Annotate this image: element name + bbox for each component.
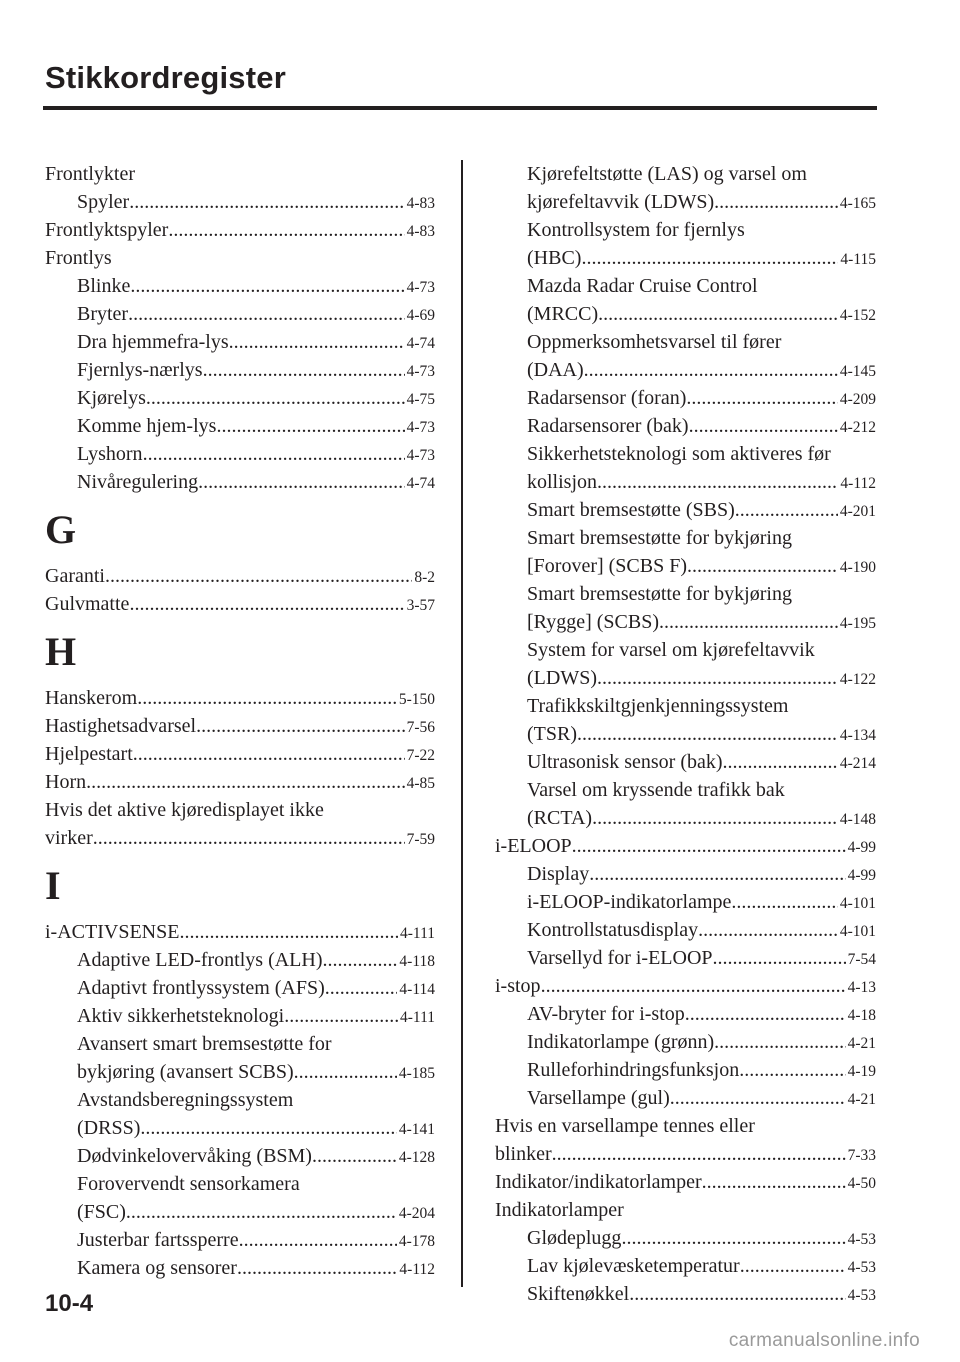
entry-term: Smart bremsestøtte (SBS)	[527, 499, 735, 521]
dot-leader	[128, 300, 404, 328]
index-entry	[45, 1142, 435, 1170]
dot-leader	[598, 300, 838, 328]
entry-term: Blinke	[77, 275, 131, 297]
entry-term: Indikatorlampe (grønn)	[527, 1031, 715, 1053]
entry-page-ref: 4-18	[847, 1007, 876, 1024]
entry-page-ref: 4-178	[398, 1233, 435, 1250]
entry-page-ref: 4-74	[406, 475, 435, 492]
index-entry	[495, 1224, 876, 1252]
entry-page-ref: 4-53	[847, 1259, 876, 1276]
index-heading: Avansert smart bremsestøtte for	[77, 1033, 332, 1055]
entry-page-ref: 4-118	[399, 953, 435, 970]
entry-page-ref: 4-141	[398, 1121, 435, 1138]
dot-leader	[735, 496, 838, 524]
dot-leader	[179, 918, 398, 946]
entry-page-ref: 4-148	[839, 811, 876, 828]
entry-page-ref: 4-53	[847, 1231, 876, 1248]
index-entry	[495, 860, 876, 888]
entry-term: Varsellyd for i-ELOOP	[527, 947, 713, 969]
index-entry	[45, 412, 435, 440]
entry-page-ref: 4-122	[839, 671, 876, 688]
index-entry	[495, 1252, 876, 1280]
entry-page-ref: 4-165	[839, 195, 876, 212]
dot-leader	[584, 356, 838, 384]
dot-leader	[592, 804, 838, 832]
entry-term: Spyler	[77, 191, 130, 213]
index-heading: Forovervendt sensorkamera	[77, 1173, 300, 1195]
entry-term: Radarsensorer (bak)	[527, 415, 689, 437]
index-column-left	[45, 160, 435, 1282]
entry-page-ref: 4-69	[406, 307, 435, 324]
entry-term: (LDWS)	[527, 667, 597, 689]
index-heading: Hvis en varsellampe tennes eller	[495, 1115, 755, 1137]
index-entry	[495, 608, 876, 636]
entry-page-ref: 4-134	[839, 727, 876, 744]
index-heading: Smart bremsestøtte for bykjøring	[527, 527, 792, 549]
index-entry	[45, 468, 435, 496]
dot-leader	[577, 720, 838, 748]
index-entry	[45, 384, 435, 412]
dot-leader	[621, 1224, 845, 1252]
index-entry	[495, 944, 876, 972]
entry-term: Ultrasonisk sensor (bak)	[527, 751, 723, 773]
entry-term: Dødvinkelovervåking (BSM)	[77, 1145, 312, 1167]
entry-term: (RCTA)	[527, 807, 593, 829]
index-entry	[45, 300, 435, 328]
dot-leader	[685, 1000, 846, 1028]
section-letter: I	[45, 863, 61, 908]
page-title: Stikkordregister	[45, 60, 286, 95]
index-heading: Kjørefeltstøtte (LAS) og varsel om	[527, 163, 807, 185]
entry-term: Nivåregulering	[77, 471, 199, 493]
index-entry	[45, 918, 435, 946]
entry-page-ref: 4-21	[847, 1091, 876, 1108]
entry-term: [Rygge] (SCBS)	[527, 611, 659, 633]
entry-term: i-stop	[495, 975, 541, 997]
entry-term: Bryter	[77, 303, 129, 325]
entry-term: Dra hjemmefra-lys	[77, 331, 229, 353]
index-entry	[495, 720, 876, 748]
entry-page-ref: 4-111	[399, 1009, 435, 1026]
entry-page-ref: 4-74	[406, 335, 435, 352]
entry-term: Kontrollstatusdisplay	[527, 919, 699, 941]
entry-page-ref: 4-195	[839, 615, 876, 632]
dot-leader	[129, 188, 404, 216]
dot-leader	[740, 1252, 846, 1280]
index-entry	[495, 1056, 876, 1084]
entry-page-ref: 4-212	[839, 419, 876, 436]
entry-term: Varsellampe (gul)	[527, 1087, 670, 1109]
index-entry	[45, 1114, 435, 1142]
entry-page-ref: 4-128	[398, 1149, 435, 1166]
index-entry	[45, 188, 435, 216]
dot-leader	[229, 328, 405, 356]
index-entry	[45, 356, 435, 384]
dot-leader	[731, 888, 837, 916]
dot-leader	[133, 740, 405, 768]
index-heading: Indikatorlamper	[495, 1199, 624, 1221]
index-entry	[495, 1084, 876, 1112]
index-entry	[495, 1000, 876, 1028]
index-entry	[45, 216, 435, 244]
entry-term: blinker	[495, 1143, 552, 1165]
index-entry	[45, 440, 435, 468]
index-entry	[495, 188, 876, 216]
dot-leader	[93, 824, 405, 852]
entry-page-ref: 7-54	[847, 951, 876, 968]
dot-leader	[723, 748, 838, 776]
entry-term: Kamera og sensorer	[77, 1257, 237, 1279]
index-entry	[495, 1280, 876, 1308]
entry-page-ref: 4-209	[839, 391, 876, 408]
entry-page-ref: 4-73	[406, 363, 435, 380]
index-entry	[45, 590, 435, 618]
entry-page-ref: 4-204	[398, 1205, 435, 1222]
entry-page-ref: 4-185	[398, 1065, 435, 1082]
entry-term: Kjørelys	[77, 387, 146, 409]
entry-term: (FSC)	[77, 1201, 126, 1223]
dot-leader	[552, 1140, 846, 1168]
dot-leader	[294, 1058, 397, 1086]
entry-page-ref: 4-190	[839, 559, 876, 576]
entry-term: Horn	[45, 771, 87, 793]
index-entry	[45, 824, 435, 852]
entry-term: Skiftenøkkel	[527, 1283, 630, 1305]
entry-page-ref: 3-57	[406, 597, 435, 614]
index-entry	[45, 1058, 435, 1086]
index-heading: Kontrollsystem for fjernlys	[527, 219, 745, 241]
entry-term: (DRSS)	[77, 1117, 141, 1139]
entry-page-ref: 7-59	[406, 831, 435, 848]
index-entry	[45, 712, 435, 740]
entry-term: Lyshorn	[77, 443, 143, 465]
entry-page-ref: 4-111	[399, 925, 435, 942]
entry-term: i-ELOOP	[495, 835, 572, 857]
entry-page-ref: 4-201	[839, 503, 876, 520]
entry-page-ref: 7-56	[406, 719, 435, 736]
index-entry	[495, 244, 876, 272]
index-heading: Sikkerhetsteknologi som aktiveres før	[527, 443, 831, 465]
dot-leader	[146, 384, 405, 412]
header-rule	[43, 106, 877, 110]
index-heading: Frontlykter	[45, 163, 135, 185]
index-heading: Trafikkskiltgjenkjenningssystem	[527, 695, 789, 717]
index-entry	[45, 946, 435, 974]
entry-page-ref: 4-21	[847, 1035, 876, 1052]
entry-page-ref: 4-50	[847, 1175, 876, 1192]
entry-term: Adaptive LED-frontlys (ALH)	[77, 949, 323, 971]
entry-term: (DAA)	[527, 359, 584, 381]
index-entry	[495, 804, 876, 832]
entry-term: Indikator/indikatorlamper	[495, 1171, 702, 1193]
dot-leader	[284, 1002, 398, 1030]
dot-leader	[140, 1114, 396, 1142]
dot-leader	[687, 552, 838, 580]
index-entry	[495, 832, 876, 860]
entry-page-ref: 4-75	[406, 391, 435, 408]
index-entry	[495, 552, 876, 580]
index-entry	[45, 740, 435, 768]
entry-term: Fjernlys-nærlys	[77, 359, 203, 381]
index-heading: Avstandsberegningssystem	[77, 1089, 294, 1111]
entry-term: Glødeplugg	[527, 1227, 622, 1249]
entry-page-ref: 4-101	[839, 895, 876, 912]
index-entry	[45, 1198, 435, 1226]
watermark: carmanualsonline.info	[728, 1330, 920, 1351]
index-heading: Frontlys	[45, 247, 112, 269]
entry-page-ref: 4-19	[847, 1063, 876, 1080]
dot-leader	[130, 272, 404, 300]
entry-term: Hjelpestart	[45, 743, 133, 765]
dot-leader	[541, 972, 846, 1000]
dot-leader	[686, 384, 837, 412]
entry-page-ref: 7-33	[847, 1147, 876, 1164]
entry-term: Frontlyktspyler	[45, 219, 169, 241]
index-entry	[45, 1254, 435, 1282]
index-entry	[495, 496, 876, 524]
dot-leader	[698, 916, 838, 944]
entry-term: Aktiv sikkerhetsteknologi	[77, 1005, 285, 1027]
index-entry	[495, 384, 876, 412]
entry-page-ref: 4-73	[406, 279, 435, 296]
dot-leader	[216, 412, 404, 440]
index-entry	[45, 1002, 435, 1030]
index-entry	[45, 768, 435, 796]
entry-term: kjørefeltavvik (LDWS)	[527, 191, 715, 213]
index-entry	[45, 974, 435, 1002]
entry-term: Justerbar fartssperre	[77, 1229, 239, 1251]
dot-leader	[702, 1168, 846, 1196]
entry-page-ref: 4-145	[839, 363, 876, 380]
index-entry	[495, 356, 876, 384]
entry-term: i-ACTIVSENSE	[45, 921, 180, 943]
index-heading: Hvis det aktive kjøredisplayet ikke	[45, 799, 324, 821]
page-number: 10-4	[45, 1290, 94, 1317]
dot-leader	[589, 860, 845, 888]
entry-page-ref: 4-13	[847, 979, 876, 996]
entry-page-ref: 4-112	[840, 475, 876, 492]
entry-page-ref: 4-85	[406, 775, 435, 792]
index-entry	[495, 888, 876, 916]
entry-page-ref: 4-152	[839, 307, 876, 324]
dot-leader	[105, 562, 412, 590]
dot-leader	[237, 1254, 397, 1282]
entry-term: Hanskerom	[45, 687, 138, 709]
entry-term: (MRCC)	[527, 303, 599, 325]
dot-leader	[203, 356, 405, 384]
dot-leader	[629, 1280, 845, 1308]
entry-term: Hastighetsadvarsel	[45, 715, 197, 737]
index-entry	[495, 1168, 876, 1196]
index-heading: Mazda Radar Cruise Control	[527, 275, 758, 297]
dot-leader	[713, 944, 846, 972]
index-entry	[495, 1028, 876, 1056]
entry-page-ref: 4-114	[399, 981, 435, 998]
dot-leader	[126, 1198, 397, 1226]
dot-leader	[597, 468, 838, 496]
index-entry	[495, 1140, 876, 1168]
entry-term: i-ELOOP-indikatorlampe	[527, 891, 732, 913]
dot-leader	[659, 608, 838, 636]
entry-page-ref: 4-112	[399, 1261, 435, 1278]
entry-term: [Forover] (SCBS F)	[527, 555, 688, 577]
entry-term: Adaptivt frontlyssystem (AFS)	[77, 977, 325, 999]
entry-page-ref: 8-2	[414, 569, 435, 586]
index-entry	[495, 468, 876, 496]
entry-page-ref: 4-73	[406, 447, 435, 464]
dot-leader	[196, 712, 405, 740]
dot-leader	[129, 590, 404, 618]
index-heading: Smart bremsestøtte for bykjøring	[527, 583, 792, 605]
index-entry	[495, 916, 876, 944]
index-heading: System for varsel om kjørefeltavvik	[527, 639, 815, 661]
index-entry	[45, 562, 435, 590]
entry-term: Lav kjølevæsketemperatur	[527, 1255, 740, 1277]
dot-leader	[312, 1142, 397, 1170]
column-divider	[461, 160, 463, 1287]
dot-leader	[323, 946, 398, 974]
entry-term: (HBC)	[527, 247, 582, 269]
index-entry	[495, 300, 876, 328]
entry-page-ref: 4-83	[406, 195, 435, 212]
section-letter: H	[45, 629, 77, 674]
entry-page-ref: 4-214	[839, 755, 876, 772]
entry-page-ref: 4-73	[406, 419, 435, 436]
dot-leader	[714, 1028, 845, 1056]
entry-term: AV-bryter for i-stop	[527, 1003, 685, 1025]
entry-page-ref: 7-22	[406, 747, 435, 764]
index-heading: Varsel om kryssende trafikk bak	[527, 779, 785, 801]
dot-leader	[714, 188, 838, 216]
index-entry	[45, 328, 435, 356]
dot-leader	[739, 1056, 845, 1084]
entry-term: kollisjon	[527, 471, 598, 493]
dot-leader	[325, 974, 398, 1002]
dot-leader	[597, 664, 838, 692]
dot-leader	[198, 468, 405, 496]
index-entry	[495, 748, 876, 776]
entry-term: bykjøring (avansert SCBS)	[77, 1061, 294, 1083]
section-letter: G	[45, 507, 77, 552]
entry-term: Garanti	[45, 565, 105, 587]
entry-page-ref: 5-150	[398, 691, 435, 708]
index-entry	[495, 972, 876, 1000]
dot-leader	[581, 244, 838, 272]
entry-page-ref: 4-53	[847, 1287, 876, 1304]
entry-page-ref: 4-99	[847, 867, 876, 884]
dot-leader	[143, 440, 405, 468]
entry-page-ref: 4-101	[839, 923, 876, 940]
entry-page-ref: 4-99	[847, 839, 876, 856]
index-entry	[495, 412, 876, 440]
dot-leader	[86, 768, 404, 796]
entry-page-ref: 4-115	[840, 251, 876, 268]
dot-leader	[137, 684, 397, 712]
index-entry	[45, 272, 435, 300]
entry-term: virker	[45, 827, 93, 849]
entry-term: Gulvmatte	[45, 593, 130, 615]
index-entry	[495, 664, 876, 692]
entry-term: Rulleforhindringsfunksjon	[527, 1059, 740, 1081]
dot-leader	[689, 412, 838, 440]
entry-term: Radarsensor (foran)	[527, 387, 687, 409]
dot-leader	[168, 216, 404, 244]
index-entry	[45, 1226, 435, 1254]
dot-leader	[572, 832, 846, 860]
index-column-right	[495, 160, 876, 1308]
dot-leader	[670, 1084, 846, 1112]
index-entry	[45, 684, 435, 712]
dot-leader	[239, 1226, 397, 1254]
entry-term: Komme hjem-lys	[77, 415, 217, 437]
entry-term: (TSR)	[527, 723, 577, 745]
entry-page-ref: 4-83	[406, 223, 435, 240]
entry-term: Display	[527, 863, 590, 885]
index-heading: Oppmerksomhetsvarsel til fører	[527, 331, 782, 353]
